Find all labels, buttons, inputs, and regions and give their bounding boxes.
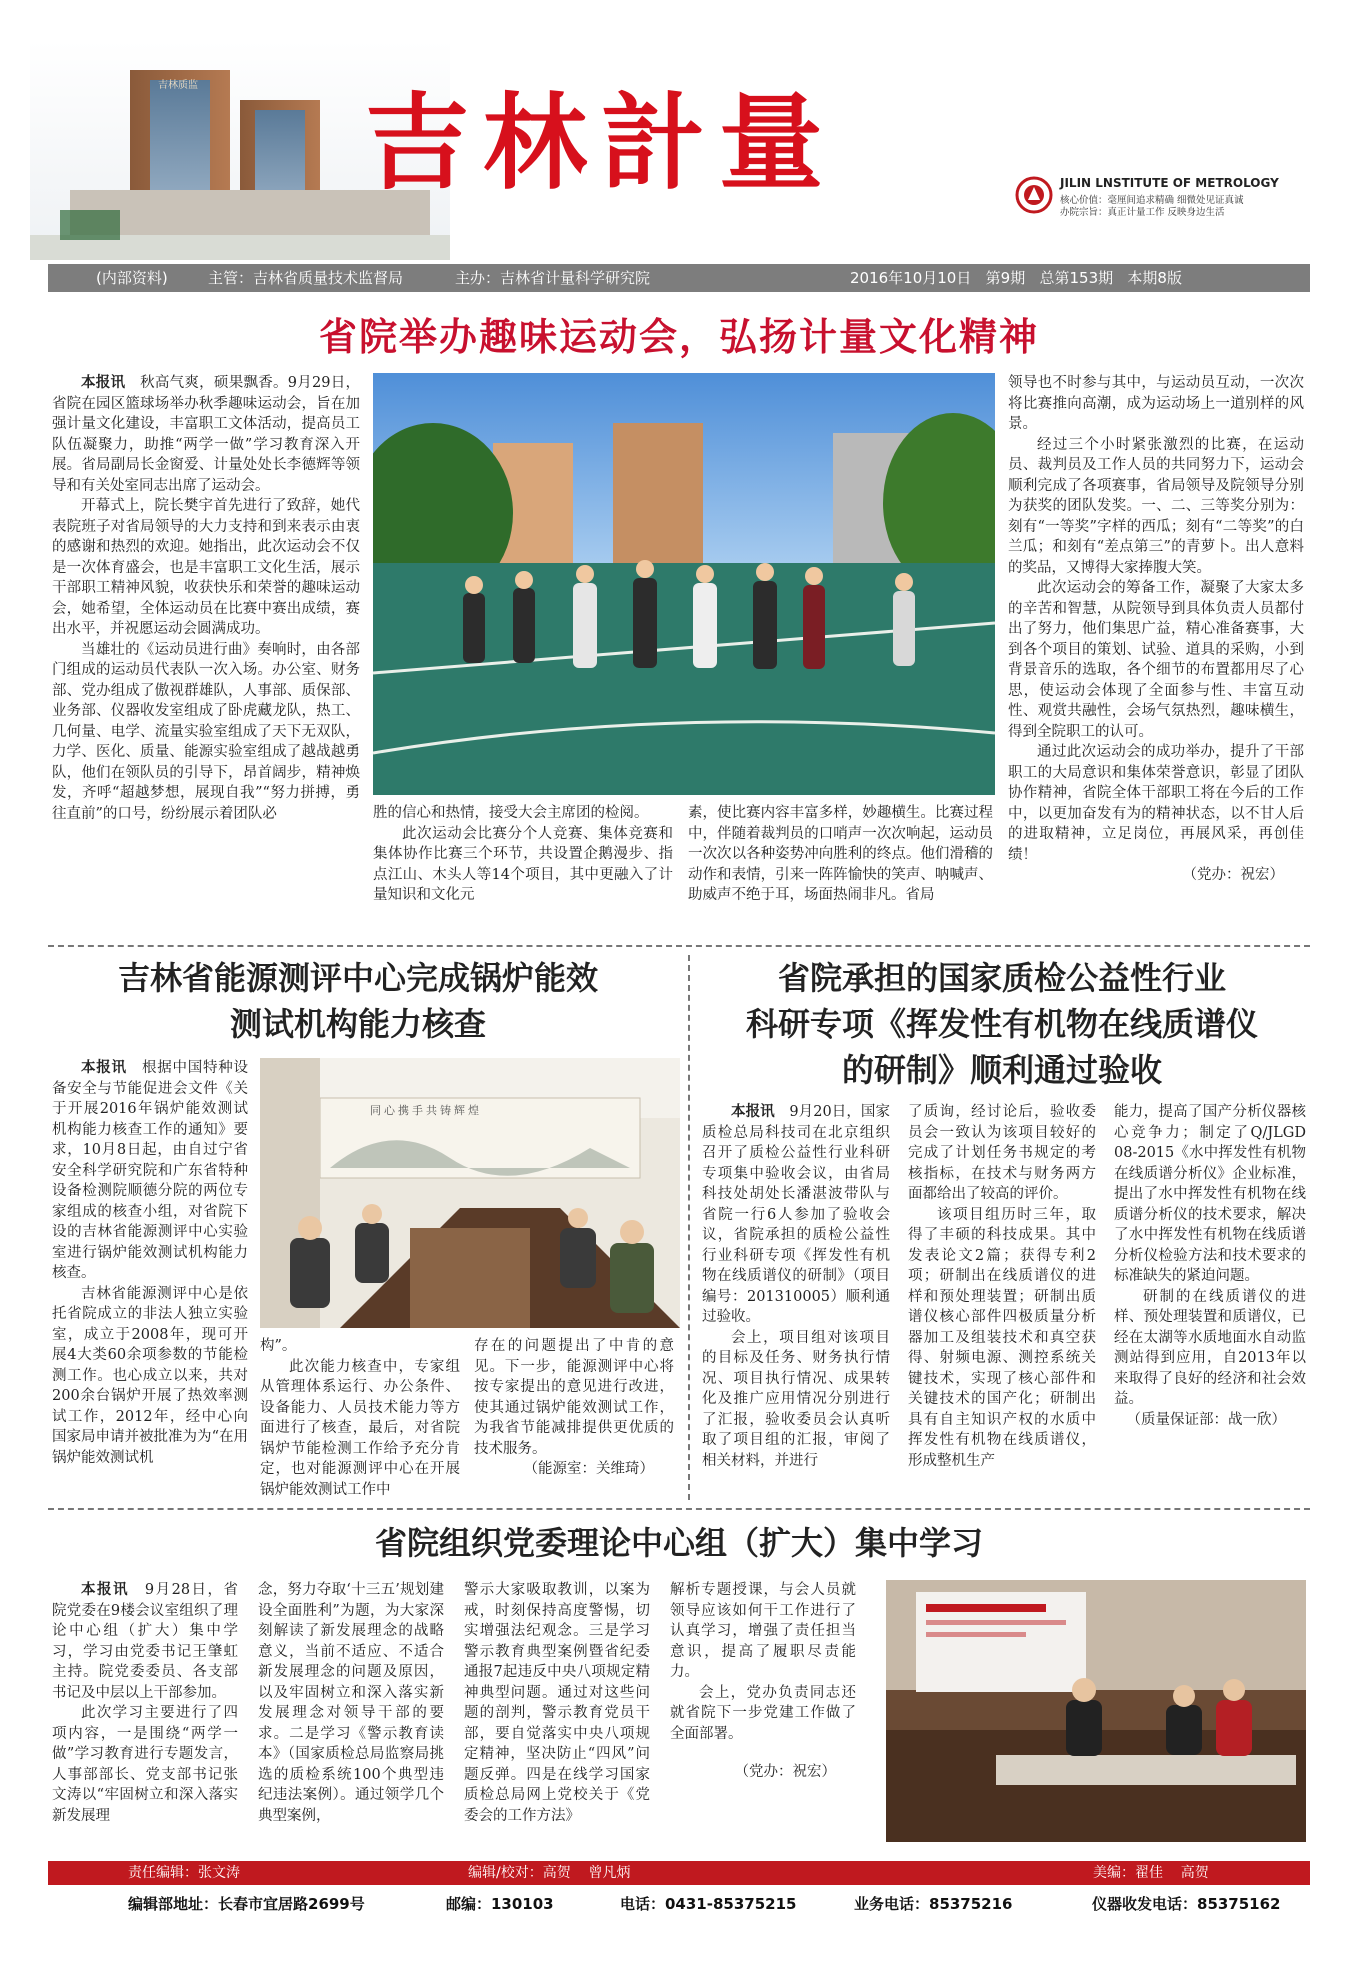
article3-headline bbox=[692, 955, 1312, 1093]
article1-col4 bbox=[1008, 373, 1304, 886]
divider bbox=[48, 1508, 1310, 1510]
paragraph: 9月28日，省院党委在9楼会议室组织了理论中心组（扩大）集中学习，学习由党委书记王肇虹主持。院党委委员、各支部书记及中层以上干部参加。 bbox=[52, 1582, 238, 1701]
paragraph: 该项目组历时三年，取得了丰硕的科技成果。其中发表论文2篇；获得专利2项；研制出在线质谱仪的进样和预处理装置；研制出质谱仪核心部件四极质量分析器加工及组装技术和真空获得、射频电源、测控系统关键技术，实现了核心部件和关键技术的国产化；研制出具有自主知识产权的水质中挥发性有机物在线质谱仪，形成整机生产 bbox=[908, 1206, 1096, 1469]
article1-col2 bbox=[373, 803, 673, 906]
paragraph: 经过三个小时紧张激烈的比赛，在运动员、裁判员及工作人员的共同努力下，运动会顺利完成了各项赛事，省局领导及院领导分别为获奖的团队发奖。一、二、三等奖分别为：刻有“一等奖”字样的西瓜；刻有“二等奖”的白兰瓜；和刻有“差点第三”的青萝卜。出人意料的奖品，又博得大家捧腹大笑。 bbox=[1008, 436, 1304, 576]
footer-editor: 责任编辑：张文涛 bbox=[128, 1865, 240, 1881]
article3-col3 bbox=[1114, 1102, 1306, 1430]
study-photo bbox=[886, 1580, 1306, 1842]
article2-signature: （能源室：关维琦） bbox=[523, 1461, 654, 1477]
newspaper-title: 吉林計量 bbox=[365, 81, 838, 204]
paragraph: 警示大家吸取教训，以案为戒，时刻保持高度警惕，切实增强法纪观念。三是学习警示教育典型案例暨省纪委通报7起违反中央八项规定精神典型问题。通过对这些问题的剖判，警示教育党员干部，要自觉落实中央八项规定精神，坚决防止“四风”问题反弹。四是在线学习国家质检总局网上党校关于《党委会的工作方法》 bbox=[464, 1582, 650, 1824]
footer-business-phone: 业务电话：85375216 bbox=[854, 1895, 1013, 1913]
article2-headline-line1: 吉林省能源测评中心完成锅炉能效 bbox=[117, 959, 598, 997]
paragraph: 吉林省能源测评中心是依托省院成立的非法人独立实验室，成立于2008年，现可开展4大类60余项参数的节能检测工作。也心成立以来，共对200余台锅炉开展了热效率测试工作，2012年，经中心向国家局申请并被批准为为“在用锅炉能效测试机 bbox=[52, 1285, 248, 1466]
article4-headline: 省院组织党委理论中心组（扩大）集中学习 bbox=[374, 1524, 983, 1562]
footer-phone: 电话：0431-85375215 bbox=[620, 1895, 797, 1913]
internal-label: (内部资料) bbox=[96, 269, 168, 287]
column-divider bbox=[688, 955, 690, 1500]
article3-col2 bbox=[908, 1102, 1096, 1471]
info-bar bbox=[48, 264, 1310, 292]
article2-headline bbox=[48, 955, 668, 1047]
paragraph: 此次学习主要进行了四项内容，一是围绕“两学一做”学习教育进行专题发言，人事部部长、党支部书记张文涛以“牢固树立和深入落实新发展理 bbox=[52, 1705, 238, 1824]
article3-headline-line3: 的研制》顺利通过验收 bbox=[841, 1051, 1162, 1089]
paragraph: 念，努力夺取‘十三五’规划建设全面胜利”为题，为大家深刻解读了新发展理念的战略意义，当前不适应、不适合新发展理念的问题及原因，以及牢固树立和深入落实新发展理念对领导干部的要求。二是学习《警示教育读本》（国家质检总局监察局挑选的质检系统100个典型违纪违法案例）。通过领学几个典型案例， bbox=[258, 1582, 444, 1824]
paragraph: 此次能力核查中，专家组从管理体系运行、办公条件、设备能力、人员技术能力等方面进行了核查，最后，对省院锅炉节能检测工作给予充分肯定，也对能源测评中心在开展锅炉能效测试工作中 bbox=[260, 1358, 460, 1498]
paragraph: 了质询，经讨论后，验收委员会一致认为该项目较好的完成了计划任务书规定的考核指标，在技术与财务两方面都给出了较高的评价。 bbox=[908, 1104, 1096, 1202]
footer-address: 编辑部地址：长春市宜居路2699号 bbox=[128, 1895, 365, 1913]
sports-photo bbox=[373, 373, 995, 795]
paragraph: 当雄壮的《运动员进行曲》奏响时，由各部门组成的运动员代表队一次入场。办公室、财务部、党办组成了傲视群雄队，人事部、质保部、业务部、仪器收发室组成了卧虎藏龙队，热工、几何量、电学、流量实验室组成了天下无双队，力学、医化、质量、能源实验室组成了越战越勇队，他们在领队员的引导下，昂首阔步，精神焕发，齐呼“超越梦想，展现自我”“努力拼搏，勇往直前”的口号，纷纷展示着团队必 bbox=[52, 641, 360, 822]
article4-col4 bbox=[670, 1580, 856, 1783]
paragraph: 素，使比赛内容丰富多样，妙趣横生。比赛过程中，伴随着裁判员的口哨声一次次响起，运动员一次次以各种姿势冲向胜利的终点。他们滑稽的动作和表情，引来一阵阵愉快的笑声、呐喊声、助威声不绝于耳，场面热闹非凡。省局 bbox=[688, 805, 993, 903]
article2-col2 bbox=[260, 1336, 460, 1500]
motto-line2: 办院宗旨：真正计量工作 反映身边生活 bbox=[1060, 207, 1225, 218]
article3-lead: 本报讯 bbox=[731, 1104, 775, 1120]
article3-col1 bbox=[702, 1102, 890, 1471]
paragraph: 此次运动会比赛分个人竞赛、集体竞赛和集体协作比赛三个环节，共设置企鹅漫步、指点江山、木头人等14个项目，其中更融入了计量知识和文化元 bbox=[373, 825, 673, 903]
footer-art: 美编：翟佳 高贺 bbox=[1093, 1865, 1209, 1881]
paragraph: 开幕式上，院长樊宇首先进行了致辞，她代表院班子对省局领导的大力支持和到来表示由衷的感谢和热烈的欢迎。她指出，此次运动会不仅是一次体育盛会，也是丰富职工文化生活，展示干部职工精神风貌，收获快乐和荣誉的趣味运动会，她希望，全体运动员在比赛中赛出成绩，赛出水平，并祝愿运动会圆满成功。 bbox=[52, 498, 360, 637]
photo-banner-text: 同心携手共铸辉煌 bbox=[370, 1104, 482, 1117]
article2-col3 bbox=[474, 1336, 674, 1480]
issue-info: 2016年10月10日 第9期 总第153期 本期8版 bbox=[850, 269, 1182, 287]
article1-col3 bbox=[688, 803, 993, 906]
paragraph: 解析专题授课，与会人员就领导应该如何干工作进行了认真学习，增强了责任担当意识，提高了履职尽责能力。 bbox=[670, 1582, 856, 1680]
article2-headline-line2: 测试机构能力核查 bbox=[229, 1005, 486, 1043]
paragraph: 胜的信心和热情，接受大会主席团的检阅。 bbox=[373, 805, 649, 821]
paragraph: 会上，党办负责同志还就省院下一步党建工作做了全面部署。 bbox=[670, 1684, 856, 1742]
motto-line1: 核心价值：毫厘间追求精确 细微处见证真诚 bbox=[1060, 195, 1244, 206]
footer-postcode: 邮编：130103 bbox=[446, 1895, 554, 1913]
sponsor-label: 主办：吉林省计量科学研究院 bbox=[455, 269, 651, 287]
article1-col1 bbox=[52, 373, 360, 824]
article4-col1 bbox=[52, 1580, 238, 1826]
article4-signature: （党办：祝宏） bbox=[734, 1764, 836, 1780]
article1-headline: 省院举办趣味运动会，弘扬计量文化精神 bbox=[318, 315, 1039, 359]
paragraph: 构”。 bbox=[260, 1338, 297, 1354]
masthead bbox=[30, 0, 1330, 262]
article4-col3 bbox=[464, 1580, 650, 1826]
article4-col2 bbox=[258, 1580, 444, 1826]
footer-contact bbox=[48, 1890, 1310, 1918]
article4-lead: 本报讯 bbox=[81, 1582, 129, 1598]
paragraph: 存在的问题提出了中肯的意见。下一步，能源测评中心将按专家提出的意见进行改进，使其通过锅炉能效测试工作，为我省节能减排提供更优质的技术服务。 bbox=[474, 1338, 674, 1457]
meeting-photo bbox=[260, 1058, 680, 1328]
paragraph: 此次运动会的筹备工作，凝聚了大家太多的辛苦和智慧，从院领导到具体负责人员都付出了努力，他们集思广益，精心准备赛事，大到各个项目的策划、试验、道具的采购，小到背景音乐的选取，各个细节的布置都用尽了心思，使运动会体现了全面参与性、丰富互动性、观赏共融性，会场气氛热烈，趣味横生，得到全院职工的认可。 bbox=[1008, 580, 1304, 740]
paragraph: 能力，提高了国产分析仪器核心竞争力；制定了Q/JLGD 08-2015《水中挥发性有机物在线质谱分析仪》企业标准，提出了水中挥发性有机物在线质谱分析仪的技术要求，解决了水中挥发性有机物在线质谱分析仪检验方法和技术要求的标准缺失的紧迫问题。 bbox=[1114, 1104, 1306, 1284]
article3-headline-line1: 省院承担的国家质检公益性行业 bbox=[777, 959, 1226, 997]
article3-headline-line2: 科研专项《挥发性有机物在线质谱仪 bbox=[745, 1005, 1258, 1043]
paragraph: 秋高气爽，硕果飘香。9月29日，省院在园区篮球场举办秋季趣味运动会，旨在加强计量文化建设，丰富职工文体活动，提高员工队伍凝聚力，助推“两学一做”学习教育深入开展。省局副局长金窗爱、计量处处长李德辉等领导和有关处室同志出席了运动会。 bbox=[52, 375, 361, 494]
footer-credit-bar bbox=[48, 1861, 1310, 1885]
article2-lead: 本报讯 bbox=[81, 1060, 127, 1076]
paragraph: 领导也不时参与其中，与运动员互动，一次次将比赛推向高潮，成为运动场上一道别样的风景。 bbox=[1008, 375, 1304, 432]
article2-col1 bbox=[52, 1058, 248, 1468]
footer-instrument-phone: 仪器收发电话：85375162 bbox=[1092, 1895, 1281, 1913]
paragraph: 9月20日，国家质检总局科技司在北京组织召开了质检公益性行业科研专项集中验收会议，由省局科技处胡处长潘湛波带队与省院一行6人参加了验收会议，省院承担的质检公益性行业科研专项《挥发性有机物在线质谱仪的研制》（项目编号：201310005）顺利通过验收。 bbox=[702, 1104, 891, 1325]
supervisor-label: 主管：吉林省质量技术监督局 bbox=[208, 269, 404, 287]
article3-signature: （质量保证部：战一欣） bbox=[1126, 1411, 1286, 1428]
building-sign: 吉林质监 bbox=[158, 80, 198, 91]
divider bbox=[48, 945, 1310, 947]
institute-logo bbox=[1015, 176, 1053, 214]
paragraph: 通过此次运动会的成功举办，提升了干部职工的大局意识和集体荣誉意识，彰显了团队协作精神，省院全体干部职工将在今后的工作中，以更加奋发有为的精神状态，以不甘人后的进取精神，立足岗位，再展风采，再创佳绩！ bbox=[1008, 744, 1304, 863]
article1-signature: （党办：祝宏） bbox=[1182, 867, 1284, 883]
paragraph: 会上，项目组对该项目的目标及任务、财务执行情况、项目执行情况、成果转化及推广应用情况分别进行了汇报，验收委员会认真听取了项目组的汇报，审阅了相关材料，并进行 bbox=[702, 1329, 890, 1469]
footer-proof: 编辑/校对：高贺 曾凡炳 bbox=[468, 1865, 631, 1881]
paragraph: 研制的在线质谱仪的进样、预处理装置和质谱仪，已经在太湖等水质地面水自动监测站得到应用，自2013年以来取得了良好的经济和社会效益。 bbox=[1114, 1288, 1306, 1407]
article1-lead: 本报讯 bbox=[81, 375, 126, 391]
institute-name-en: JILIN LNSTITUTE OF METROLOGY bbox=[1060, 176, 1279, 190]
paragraph: 根据中国特种设备安全与节能促进会文件《关于开展2016年锅炉能效测试机构能力核查工作的通知》要求，10月8日起，由自过宁省安全科学研究院和广东省特种设备检测院顺德分院的两位专家组成的核查小组，对省院下设的吉林省能源测评中心实验室进行锅炉能效测试机构能力核查。 bbox=[52, 1060, 248, 1281]
